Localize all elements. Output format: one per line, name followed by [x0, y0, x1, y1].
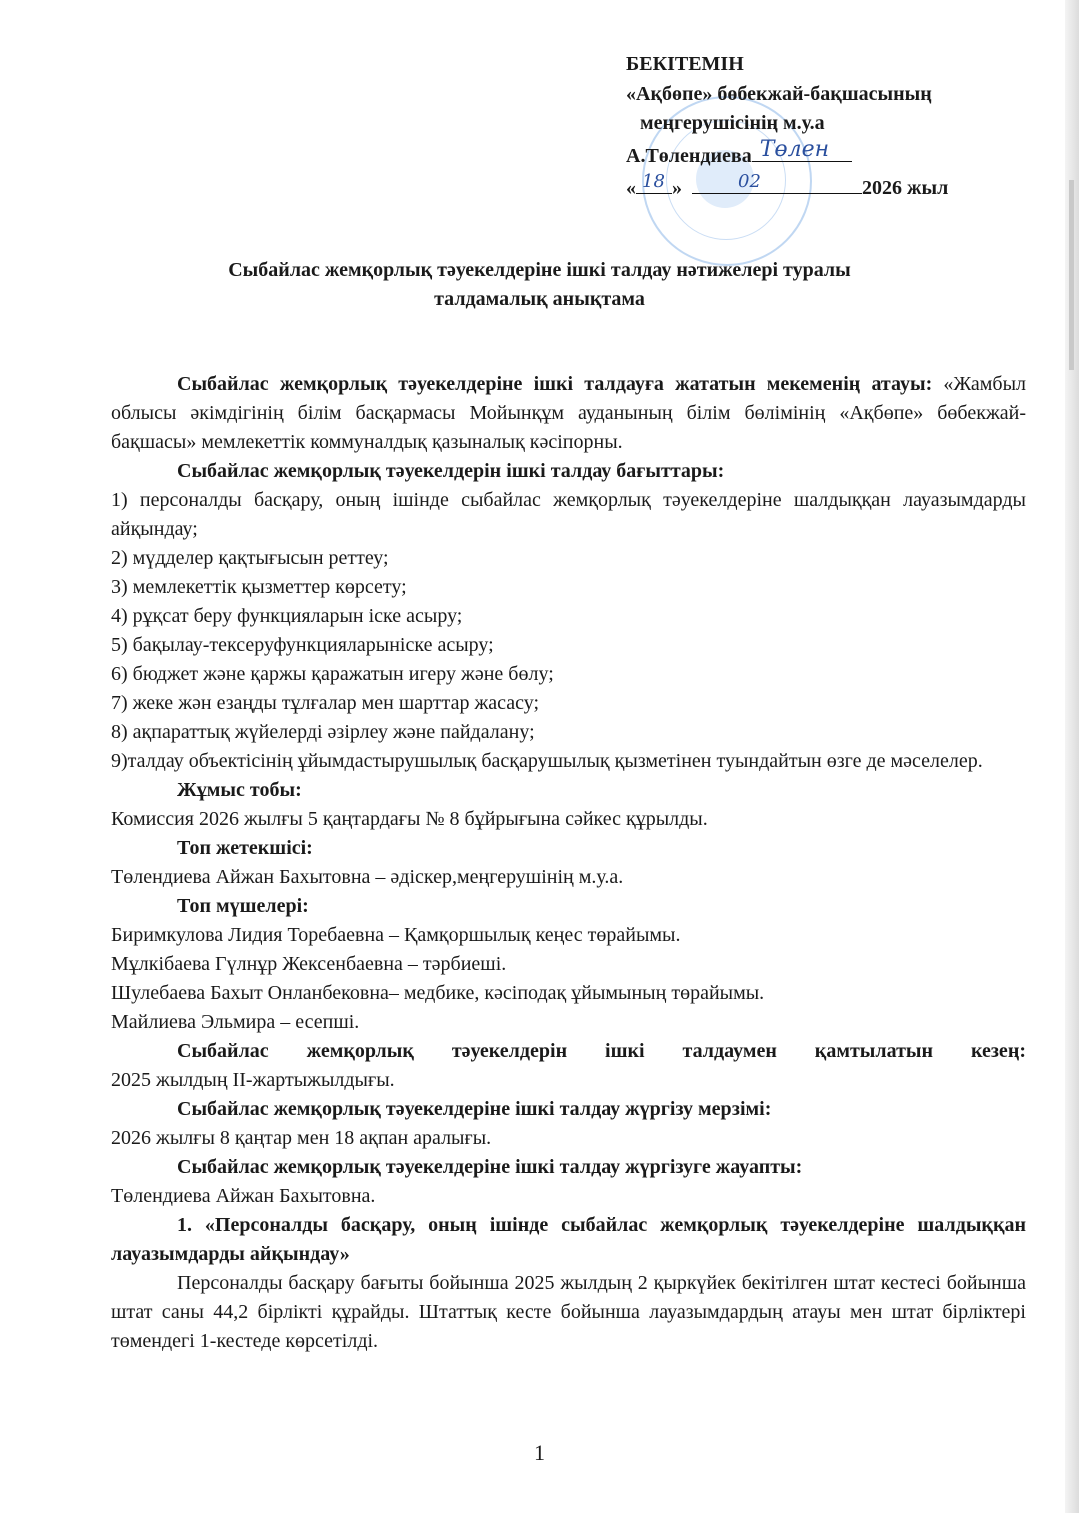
member-item: Шулебаева Бахыт Онланбековна– медбике, кәсіподақ ұйымының төрайымы. [111, 982, 765, 1004]
member-item: Биримкулова Лидия Торебаевна – Қамқоршылық кеңес төрайымы. [111, 924, 681, 946]
title-line-1: Сыбайлас жемқорлық тәуекелдеріне ішкі талдау нәтижелері туралы [228, 259, 851, 281]
approval-name-line [626, 136, 1046, 172]
direction-item: 5) бақылау-тексеруфункцияларыніске асыру; [111, 634, 494, 656]
direction-item: 3) мемлекеттік қызметтер көрсету; [111, 576, 407, 598]
directions-label: Сыбайлас жемқорлық тәуекелдерін ішкі талдау бағыттары: [177, 460, 725, 482]
document-body [111, 370, 1026, 1356]
term-label: Сыбайлас жемқорлық тәуекелдеріне ішкі талдау жүргізу мерзімі: [177, 1098, 772, 1120]
approval-position-line: меңгерушісінің м.у.а [640, 112, 825, 134]
date-year: 2026 жыл [862, 177, 949, 199]
approval-date-line: « 18 » 02 2026 жыл [626, 171, 1046, 204]
direction-item: 9)талдау объектісінің ұйымдастырушылық басқарушылық қызметінен туындайтын өзге де мәселелер. [111, 750, 983, 772]
direction-item: 8) ақпараттық жүйелерді әзірлеу және пайдалану; [111, 721, 535, 743]
period-label: Сыбайлас жемқорлық тәуекелдерін ішкі талдаумен қамтылатын кезең: [177, 1040, 1026, 1062]
direction-item: 6) бюджет және қаржы қаражатын игеру және бөлу; [111, 663, 554, 685]
direction-item: 1) персоналды басқару, оның ішінде сыбайлас жемқорлық тәуекелдеріне шалдыққан лауазымдарды айқындау; [111, 489, 1026, 540]
workgroup-value: Комиссия 2026 жылғы 5 қаңтардағы № 8 бұйрығына сәйкес құрылды. [111, 808, 708, 830]
approval-heading: БЕКІТЕМІН [626, 53, 744, 75]
leader-value: Төлендиева Айжан Бахытовна – әдіскер,меңгерушінің м.у.а. [111, 866, 624, 888]
org-value: «Жамбыл облысы әкімдігінің білім басқармасы Мойынқұм ауданының білім бөлімінің «Ақбөпе» бөбекжай-бақшасы» мемлекеттік коммуналдық қазыналық кәсіпорны. [111, 373, 1026, 453]
term-value: 2026 жылғы 8 қаңтар мен 18 ақпан аралығы. [111, 1127, 492, 1149]
member-item: Майлиева Эльмира – есепші. [111, 1011, 360, 1033]
responsible-label: Сыбайлас жемқорлық тәуекелдеріне ішкі талдау жүргізуге жауапты: [177, 1156, 803, 1178]
responsible-value: Төлендиева Айжан Бахытовна. [111, 1185, 376, 1207]
date-month: 02 [738, 171, 761, 192]
section-1-text: Персоналды басқару бағыты бойынша 2025 жылдың 2 қыркүйек бекітілген штат кестесі бойынша штат саны 44,2 бірлікті құрайды. Штаттық кесте бойынша лауазымдардың атауы мен штат бірліктері төмендегі 1-кестеде көрсетілді. [111, 1272, 1026, 1352]
member-item: Мұлкібаева Гүлнұр Жексенбаевна – тәрбиеші. [111, 953, 507, 975]
scan-page-edge [1065, 0, 1079, 1513]
document-title [0, 256, 1079, 314]
leader-label: Топ жетекшісі: [177, 837, 313, 859]
title-line-2: талдамалық анықтама [434, 288, 645, 310]
org-label: Сыбайлас жемқорлық тәуекелдеріне ішкі талдауға жататын мекеменің атауы: [177, 373, 933, 395]
section-1-title: 1. «Персоналды басқару, оның ішінде сыбайлас жемқорлық тәуекелдеріне шалдыққан лауазымдарды айқындау» [111, 1214, 1026, 1265]
workgroup-label: Жұмыс тобы: [177, 779, 302, 801]
signature-line [752, 136, 852, 162]
signature: Төлен [759, 136, 830, 162]
org-paragraph [111, 370, 1026, 457]
period-value: 2025 жылдың ІІ-жартыжылдығы. [111, 1069, 395, 1091]
approver-name: А.Төлендиева [626, 144, 752, 167]
page-number: 1 [534, 1440, 545, 1465]
members-label: Топ мүшелері: [177, 895, 309, 917]
direction-item: 4) рұқсат беру функцияларын іске асыру; [111, 605, 463, 627]
direction-item: 7) жеке жән езаңды тұлғалар мен шарттар жасасу; [111, 692, 540, 714]
date-day: 18 [642, 171, 665, 192]
approval-org-line: «Ақбөпе» бөбекжай-бақшасының [626, 82, 932, 105]
direction-item: 2) мүдделер қақтығысын реттеу; [111, 547, 389, 569]
approval-block [626, 50, 1046, 204]
